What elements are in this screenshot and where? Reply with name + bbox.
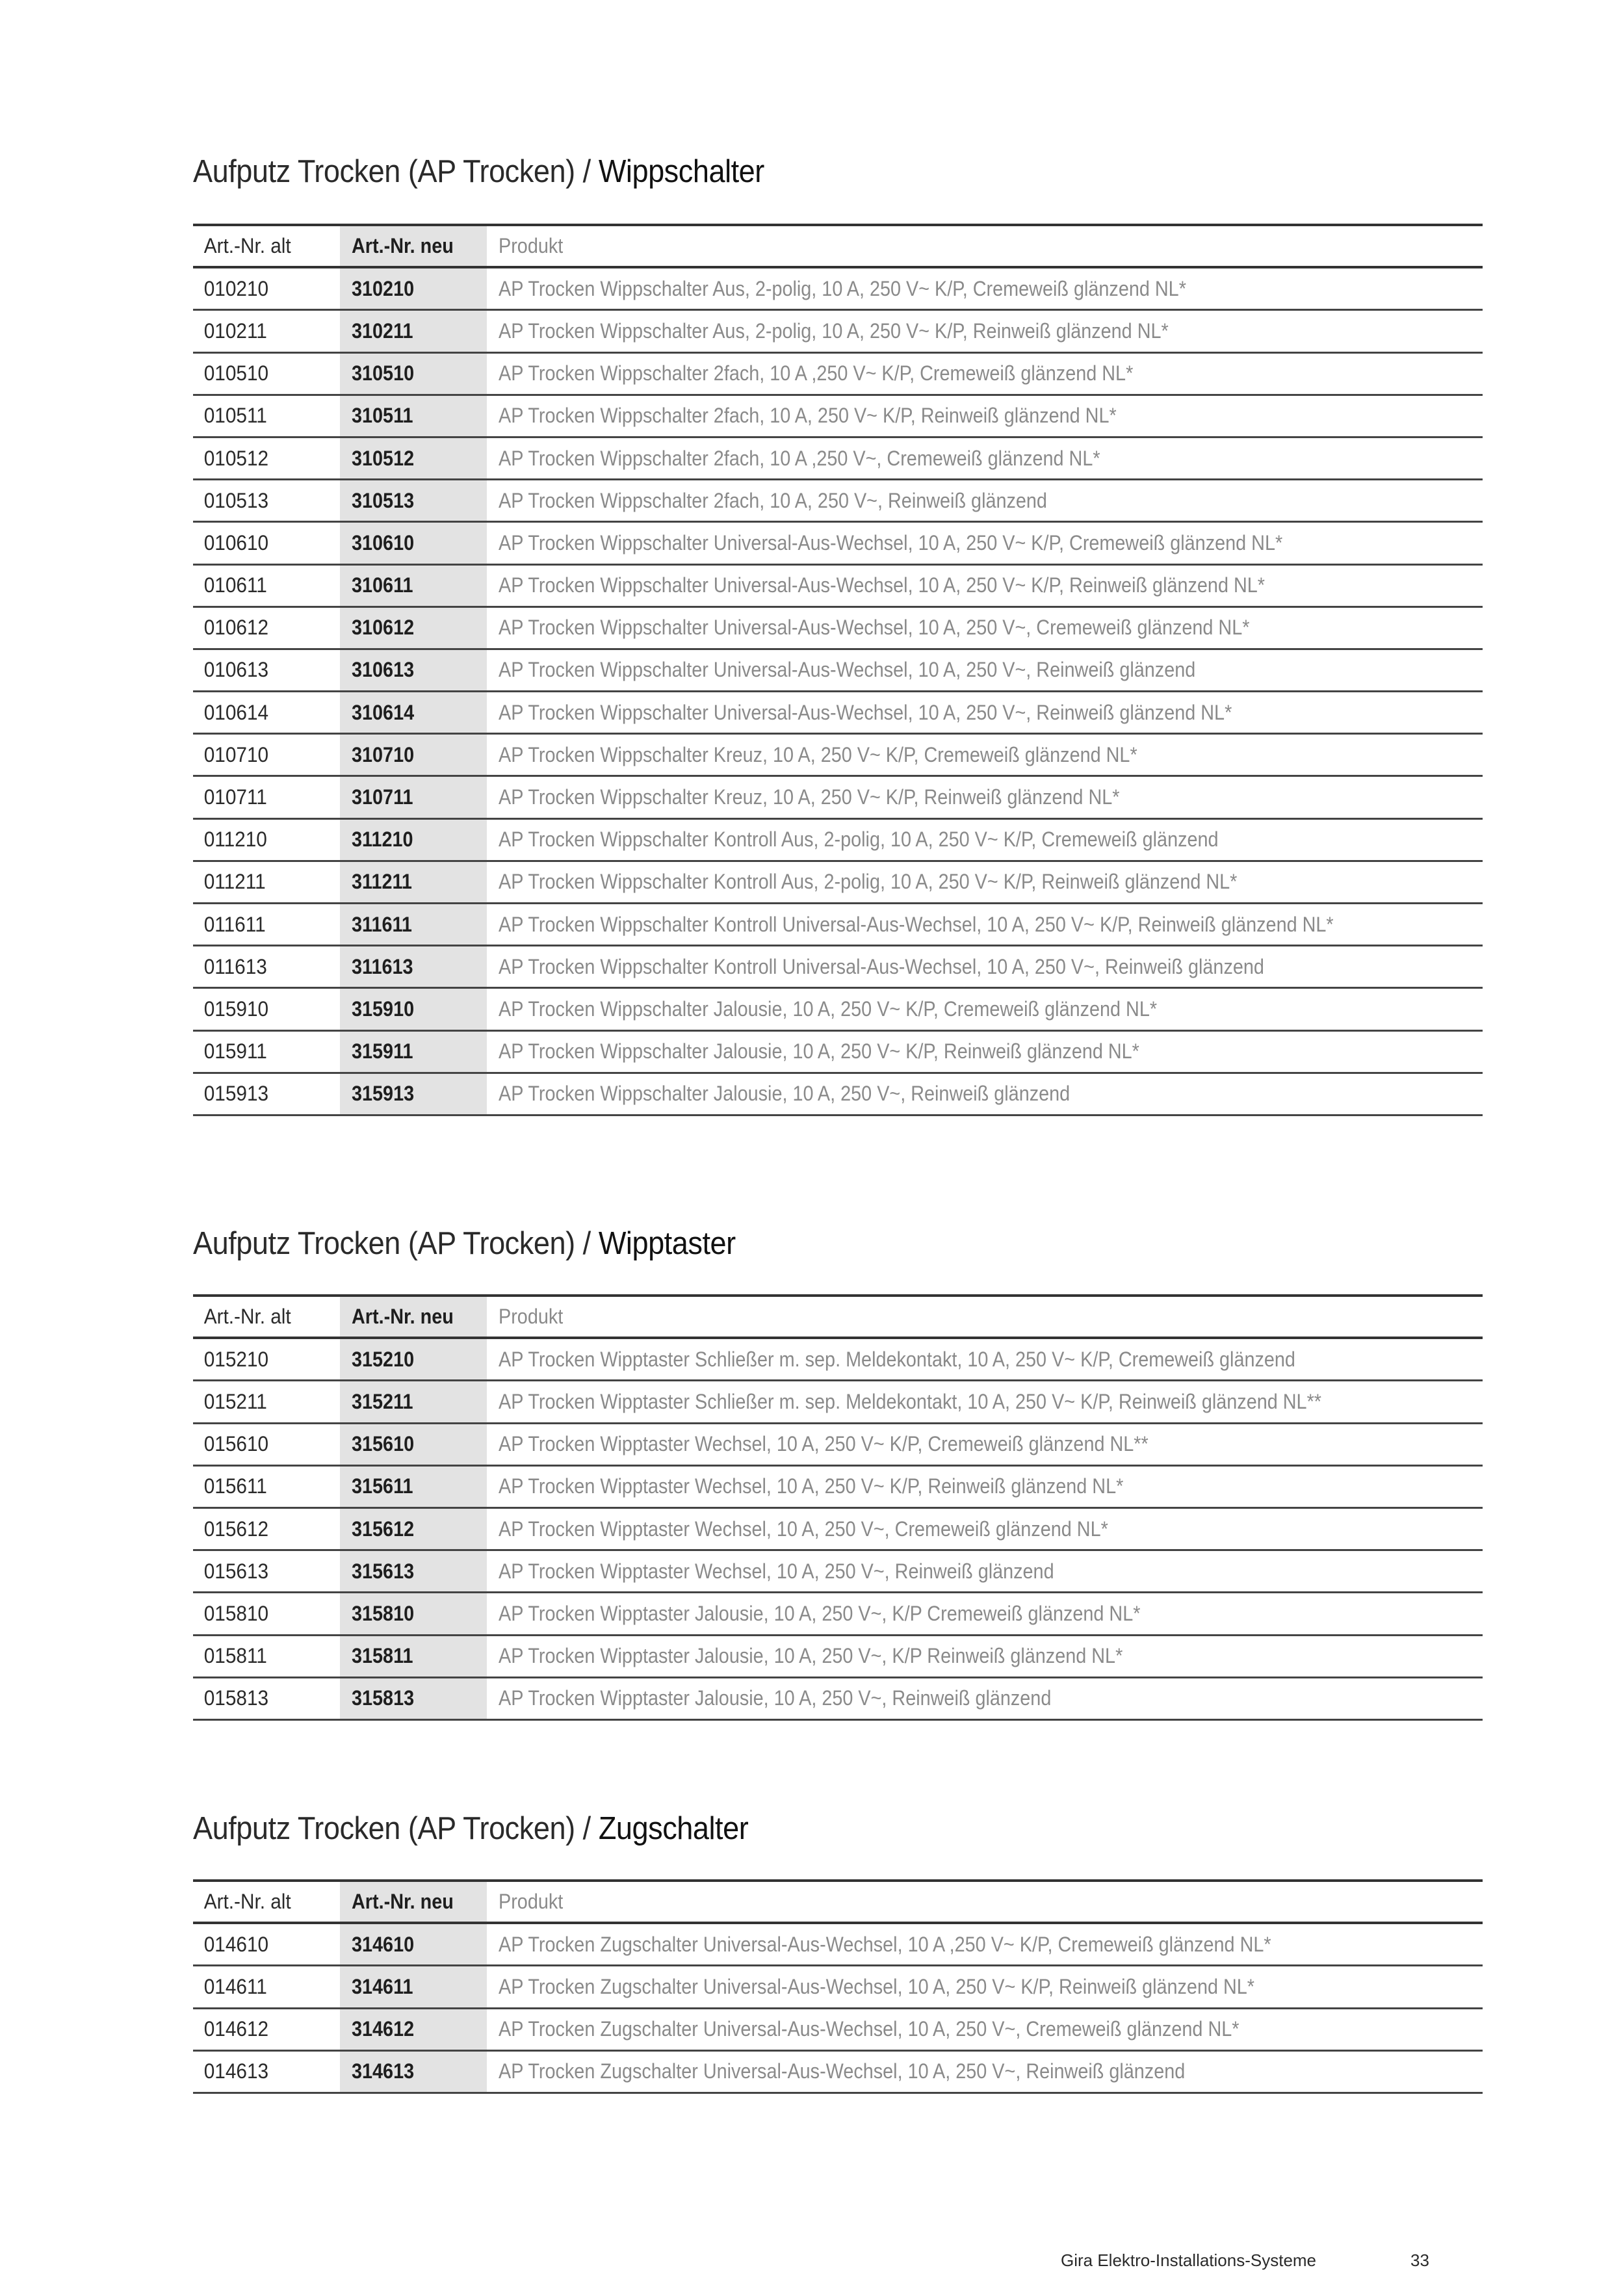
cell-produkt-text: AP Trocken Wipptaster Wechsel, 10 A, 250 V~ K/P, Reinweiß glänzend NL* <box>499 1474 1124 1498</box>
cell-art-nr-alt <box>193 1509 330 1549</box>
footer-publisher: Gira Elektro-Installations-Systeme <box>1061 2250 1317 2270</box>
article-table <box>193 1294 1483 1721</box>
cell-produkt <box>487 480 1483 521</box>
cell-produkt <box>487 1381 1483 1422</box>
table-header-row <box>193 1297 1483 1339</box>
cell-produkt-text: AP Trocken Wippschalter Aus, 2-polig, 10 A, 250 V~ K/P, Cremeweiß glänzend NL* <box>499 276 1186 300</box>
cell-art-nr-neu <box>340 608 487 648</box>
cell-art-nr-alt-text: 010512 <box>203 446 269 470</box>
table-header-row <box>193 1882 1483 1924</box>
cell-art-nr-neu-text: 311211 <box>352 870 412 894</box>
cell-art-nr-alt <box>193 1424 330 1465</box>
col-header-produkt <box>487 1882 1483 1922</box>
cell-art-nr-neu-text: 315811 <box>352 1644 413 1668</box>
cell-art-nr-alt <box>193 2052 330 2092</box>
table-row <box>193 268 1483 311</box>
cell-produkt <box>487 608 1483 648</box>
cell-art-nr-alt-text: 010510 <box>203 361 269 385</box>
cell-produkt-text: AP Trocken Wippschalter Kontroll Aus, 2-polig, 10 A, 250 V~ K/P, Cremeweiß glänzend <box>499 828 1219 852</box>
table-row <box>193 1966 1483 2009</box>
cell-art-nr-alt-text: 015610 <box>203 1432 269 1456</box>
cell-produkt <box>487 650 1483 690</box>
cell-produkt <box>487 904 1483 945</box>
cell-art-nr-neu-text: 315910 <box>352 997 415 1021</box>
cell-art-nr-neu-text: 315610 <box>352 1432 415 1456</box>
section-title <box>193 1810 748 1847</box>
cell-art-nr-neu-text: 311611 <box>352 912 412 936</box>
cell-produkt <box>487 268 1483 309</box>
col-header-neu-text: Art.-Nr. neu <box>352 1890 454 1914</box>
col-header-neu-text: Art.-Nr. neu <box>352 1305 454 1329</box>
cell-art-nr-neu <box>340 1032 487 1072</box>
cell-art-nr-alt-text: 010210 <box>203 276 269 300</box>
cell-art-nr-neu <box>340 566 487 606</box>
cell-art-nr-neu-text: 315211 <box>352 1389 413 1413</box>
cell-art-nr-neu <box>340 1339 487 1379</box>
cell-produkt-text: AP Trocken Wipptaster Wechsel, 10 A, 250 V~, Cremeweiß glänzend NL* <box>499 1517 1108 1541</box>
cell-art-nr-alt <box>193 989 330 1029</box>
cell-produkt <box>487 820 1483 860</box>
cell-art-nr-alt-text: 015913 <box>203 1082 269 1106</box>
cell-art-nr-neu-text: 315810 <box>352 1601 415 1625</box>
col-header-neu <box>340 1882 487 1922</box>
section-title <box>193 153 764 190</box>
cell-art-nr-alt <box>193 523 330 563</box>
cell-art-nr-alt-text: 010710 <box>203 742 269 766</box>
cell-produkt <box>487 1551 1483 1591</box>
table-row <box>193 566 1483 608</box>
cell-produkt-text: AP Trocken Wippschalter Jalousie, 10 A, 250 V~ K/P, Reinweiß glänzend NL* <box>499 1039 1139 1063</box>
cell-art-nr-alt-text: 010614 <box>203 700 269 724</box>
cell-produkt-text: AP Trocken Wippschalter Kreuz, 10 A, 250 V~ K/P, Reinweiß glänzend NL* <box>499 785 1120 809</box>
cell-art-nr-alt <box>193 1678 330 1719</box>
cell-art-nr-neu <box>340 1593 487 1634</box>
cell-produkt-text: AP Trocken Wippschalter 2fach, 10 A, 250 V~, Reinweiß glänzend <box>499 488 1047 512</box>
cell-art-nr-neu-text: 310610 <box>352 530 415 554</box>
cell-produkt-text: AP Trocken Wipptaster Jalousie, 10 A, 250 V~, K/P Cremeweiß glänzend NL* <box>499 1601 1141 1625</box>
col-header-alt <box>193 1882 330 1922</box>
table-row <box>193 396 1483 438</box>
cell-produkt <box>487 946 1483 987</box>
table-row <box>193 1636 1483 1678</box>
cell-art-nr-alt <box>193 904 330 945</box>
page-footer <box>1061 2250 1429 2271</box>
table-row <box>193 904 1483 946</box>
cell-art-nr-alt-text: 015811 <box>203 1644 267 1668</box>
col-header-produkt <box>487 226 1483 266</box>
cell-art-nr-neu-text: 310710 <box>352 742 415 766</box>
cell-art-nr-alt-text: 015911 <box>203 1039 267 1063</box>
cell-produkt-text: AP Trocken Wipptaster Jalousie, 10 A, 250 V~, Reinweiß glänzend <box>499 1686 1052 1710</box>
cell-art-nr-neu-text: 310611 <box>352 573 413 597</box>
cell-art-nr-alt <box>193 650 330 690</box>
cell-produkt-text: AP Trocken Wipptaster Wechsel, 10 A, 250 V~, Reinweiß glänzend <box>499 1559 1054 1583</box>
table-row <box>193 1924 1483 1966</box>
cell-art-nr-alt <box>193 862 330 902</box>
section-title <box>193 1225 736 1262</box>
col-header-alt-text: Art.-Nr. alt <box>203 1305 291 1329</box>
cell-art-nr-alt-text: 010211 <box>203 319 267 343</box>
cell-produkt <box>487 1467 1483 1507</box>
cell-art-nr-alt <box>193 438 330 478</box>
cell-art-nr-neu-text: 315813 <box>352 1686 415 1710</box>
col-header-alt <box>193 1297 330 1337</box>
cell-produkt <box>487 777 1483 817</box>
cell-art-nr-alt <box>193 268 330 309</box>
cell-produkt <box>487 1636 1483 1676</box>
table-row <box>193 354 1483 396</box>
table-row <box>193 480 1483 523</box>
cell-produkt-text: AP Trocken Zugschalter Universal-Aus-Wechsel, 10 A, 250 V~ K/P, Reinweiß glänzend NL* <box>499 1974 1254 1998</box>
cell-art-nr-neu-text: 311613 <box>352 954 413 978</box>
cell-produkt-text: AP Trocken Wippschalter Jalousie, 10 A, 250 V~, Reinweiß glänzend <box>499 1082 1071 1106</box>
title-category: Wipptaster <box>598 1226 736 1261</box>
cell-art-nr-neu <box>340 1381 487 1422</box>
cell-art-nr-neu <box>340 523 487 563</box>
table-row <box>193 1424 1483 1467</box>
cell-art-nr-neu <box>340 862 487 902</box>
cell-produkt <box>487 862 1483 902</box>
cell-produkt-text: AP Trocken Wipptaster Schließer m. sep. Meldekontakt, 10 A, 250 V~ K/P, Cremeweiß glänzend <box>499 1347 1295 1371</box>
cell-art-nr-alt-text: 010513 <box>203 488 269 512</box>
cell-art-nr-neu <box>340 820 487 860</box>
cell-art-nr-alt <box>193 1636 330 1676</box>
cell-produkt-text: AP Trocken Wippschalter 2fach, 10 A ,250 V~, Cremeweiß glänzend NL* <box>499 446 1100 470</box>
col-header-neu <box>340 226 487 266</box>
cell-art-nr-neu <box>340 311 487 351</box>
cell-art-nr-alt-text: 011211 <box>203 870 266 894</box>
title-prefix: Aufputz Trocken (AP Trocken) / <box>193 1226 599 1261</box>
cell-art-nr-alt-text: 010610 <box>203 530 269 554</box>
cell-art-nr-neu <box>340 268 487 309</box>
cell-art-nr-neu-text: 315611 <box>352 1474 413 1498</box>
cell-art-nr-neu <box>340 692 487 733</box>
cell-produkt <box>487 1678 1483 1719</box>
cell-produkt-text: AP Trocken Wipptaster Jalousie, 10 A, 250 V~, K/P Reinweiß glänzend NL* <box>499 1644 1123 1668</box>
cell-art-nr-alt-text: 011611 <box>203 912 266 936</box>
cell-art-nr-neu <box>340 2052 487 2092</box>
cell-produkt-text: AP Trocken Wippschalter Universal-Aus-Wechsel, 10 A, 250 V~, Reinweiß glänzend <box>499 658 1196 682</box>
cell-art-nr-neu <box>340 1509 487 1549</box>
cell-produkt-text: AP Trocken Zugschalter Universal-Aus-Wechsel, 10 A, 250 V~, Cremeweiß glänzend NL* <box>499 2017 1240 2041</box>
cell-art-nr-neu-text: 314613 <box>352 2059 415 2083</box>
cell-art-nr-neu <box>340 777 487 817</box>
page-number: 33 <box>1410 2250 1429 2270</box>
cell-art-nr-alt <box>193 1074 330 1114</box>
cell-art-nr-alt-text: 015910 <box>203 997 269 1021</box>
cell-art-nr-neu-text: 310211 <box>352 319 413 343</box>
cell-produkt <box>487 1032 1483 1072</box>
cell-art-nr-neu <box>340 1924 487 1964</box>
table-row <box>193 1593 1483 1636</box>
cell-produkt <box>487 692 1483 733</box>
cell-art-nr-neu-text: 314610 <box>352 1932 415 1956</box>
table-row <box>193 1509 1483 1551</box>
cell-produkt <box>487 1593 1483 1634</box>
cell-art-nr-neu <box>340 1467 487 1507</box>
col-header-alt <box>193 226 330 266</box>
cell-art-nr-neu-text: 310210 <box>352 276 415 300</box>
table-row <box>193 1678 1483 1721</box>
cell-art-nr-neu-text: 315911 <box>352 1039 413 1063</box>
col-header-produkt-text: Produkt <box>499 234 564 258</box>
col-header-alt-text: Art.-Nr. alt <box>203 234 291 258</box>
cell-art-nr-neu-text: 310510 <box>352 361 415 385</box>
cell-art-nr-alt-text: 015612 <box>203 1517 269 1541</box>
cell-art-nr-alt-text: 010711 <box>203 785 267 809</box>
table-row <box>193 1381 1483 1424</box>
cell-produkt <box>487 1509 1483 1549</box>
cell-art-nr-alt-text: 015810 <box>203 1601 269 1625</box>
col-header-neu-text: Art.-Nr. neu <box>352 234 454 258</box>
title-prefix: Aufputz Trocken (AP Trocken) / <box>193 154 599 189</box>
table-row <box>193 608 1483 650</box>
cell-art-nr-neu <box>340 1636 487 1676</box>
cell-produkt-text: AP Trocken Wippschalter 2fach, 10 A, 250 V~ K/P, Reinweiß glänzend NL* <box>499 404 1117 428</box>
cell-art-nr-neu-text: 315612 <box>352 1517 415 1541</box>
cell-art-nr-alt-text: 011210 <box>203 828 267 852</box>
cell-art-nr-neu-text: 315210 <box>352 1347 415 1371</box>
cell-art-nr-neu-text: 314612 <box>352 2017 415 2041</box>
cell-art-nr-neu <box>340 354 487 394</box>
cell-art-nr-alt <box>193 777 330 817</box>
table-row <box>193 692 1483 735</box>
table-row <box>193 1467 1483 1509</box>
cell-art-nr-alt-text: 015211 <box>203 1389 267 1413</box>
cell-art-nr-alt <box>193 1966 330 2007</box>
cell-art-nr-neu <box>340 1678 487 1719</box>
title-category: Zugschalter <box>598 1811 749 1846</box>
cell-produkt <box>487 2009 1483 2050</box>
cell-art-nr-alt <box>193 735 330 775</box>
cell-art-nr-alt-text: 015210 <box>203 1347 269 1371</box>
cell-produkt <box>487 438 1483 478</box>
cell-produkt-text: AP Trocken Wipptaster Wechsel, 10 A, 250 V~ K/P, Cremeweiß glänzend NL** <box>499 1432 1149 1456</box>
cell-art-nr-neu <box>340 1966 487 2007</box>
table-row <box>193 1032 1483 1074</box>
cell-art-nr-alt-text: 015611 <box>203 1474 267 1498</box>
table-row <box>193 523 1483 565</box>
cell-art-nr-neu <box>340 438 487 478</box>
cell-art-nr-neu <box>340 1074 487 1114</box>
cell-produkt-text: AP Trocken Wippschalter Universal-Aus-Wechsel, 10 A, 250 V~, Cremeweiß glänzend NL* <box>499 616 1250 640</box>
cell-produkt <box>487 354 1483 394</box>
table-row <box>193 735 1483 777</box>
table-row <box>193 438 1483 480</box>
title-prefix: Aufputz Trocken (AP Trocken) / <box>193 1811 599 1846</box>
table-row <box>193 777 1483 819</box>
table-row <box>193 820 1483 862</box>
cell-art-nr-alt <box>193 1381 330 1422</box>
col-header-alt-text: Art.-Nr. alt <box>203 1890 291 1914</box>
table-row <box>193 1074 1483 1116</box>
cell-art-nr-alt <box>193 608 330 648</box>
cell-produkt-text: AP Trocken Wippschalter Universal-Aus-Wechsel, 10 A, 250 V~ K/P, Cremeweiß glänzend NL* <box>499 530 1283 554</box>
cell-art-nr-alt <box>193 2009 330 2050</box>
cell-art-nr-alt-text: 014612 <box>203 2017 269 2041</box>
cell-art-nr-alt <box>193 396 330 436</box>
cell-art-nr-alt-text: 010611 <box>203 573 267 597</box>
cell-produkt-text: AP Trocken Wippschalter 2fach, 10 A ,250 V~ K/P, Cremeweiß glänzend NL* <box>499 361 1134 385</box>
cell-art-nr-alt <box>193 566 330 606</box>
cell-art-nr-alt-text: 014613 <box>203 2059 269 2083</box>
col-header-produkt-text: Produkt <box>499 1305 564 1329</box>
cell-produkt-text: AP Trocken Wippschalter Universal-Aus-Wechsel, 10 A, 250 V~ K/P, Reinweiß glänzend NL* <box>499 573 1265 597</box>
cell-produkt <box>487 311 1483 351</box>
cell-art-nr-alt <box>193 1924 330 1964</box>
cell-art-nr-alt <box>193 946 330 987</box>
cell-art-nr-alt <box>193 311 330 351</box>
cell-art-nr-neu-text: 310513 <box>352 488 415 512</box>
cell-art-nr-neu <box>340 735 487 775</box>
cell-art-nr-alt-text: 015813 <box>203 1686 269 1710</box>
table-row <box>193 1551 1483 1593</box>
cell-produkt <box>487 989 1483 1029</box>
cell-produkt <box>487 1074 1483 1114</box>
cell-produkt <box>487 523 1483 563</box>
cell-art-nr-neu <box>340 2009 487 2050</box>
cell-produkt <box>487 396 1483 436</box>
cell-art-nr-alt-text: 014610 <box>203 1932 269 1956</box>
cell-art-nr-neu <box>340 946 487 987</box>
cell-art-nr-alt <box>193 480 330 521</box>
col-header-neu <box>340 1297 487 1337</box>
cell-art-nr-neu-text: 310612 <box>352 616 415 640</box>
cell-art-nr-neu-text: 310613 <box>352 658 415 682</box>
cell-produkt-text: AP Trocken Zugschalter Universal-Aus-Wechsel, 10 A ,250 V~ K/P, Cremeweiß glänzend NL* <box>499 1932 1271 1956</box>
cell-produkt <box>487 1924 1483 1964</box>
cell-art-nr-alt-text: 010612 <box>203 616 269 640</box>
table-row <box>193 311 1483 353</box>
table-row <box>193 1339 1483 1381</box>
cell-produkt <box>487 2052 1483 2092</box>
cell-produkt-text: AP Trocken Wippschalter Kontroll Aus, 2-polig, 10 A, 250 V~ K/P, Reinweiß glänzend NL* <box>499 870 1238 894</box>
cell-produkt <box>487 1966 1483 2007</box>
cell-produkt-text: AP Trocken Zugschalter Universal-Aus-Wechsel, 10 A, 250 V~, Reinweiß glänzend <box>499 2059 1186 2083</box>
cell-art-nr-alt <box>193 1339 330 1379</box>
cell-produkt-text: AP Trocken Wippschalter Kontroll Universal-Aus-Wechsel, 10 A, 250 V~ K/P, Reinweiß glänzend NL* <box>499 912 1334 936</box>
table-header-row <box>193 226 1483 268</box>
table-row <box>193 989 1483 1031</box>
cell-produkt <box>487 735 1483 775</box>
cell-art-nr-alt <box>193 692 330 733</box>
cell-art-nr-neu-text: 310511 <box>352 404 413 428</box>
table-row <box>193 650 1483 692</box>
cell-art-nr-alt <box>193 354 330 394</box>
cell-art-nr-alt <box>193 1551 330 1591</box>
cell-art-nr-neu <box>340 904 487 945</box>
cell-art-nr-neu-text: 310711 <box>352 785 413 809</box>
cell-produkt-text: AP Trocken Wippschalter Jalousie, 10 A, 250 V~ K/P, Cremeweiß glänzend NL* <box>499 997 1158 1021</box>
cell-produkt-text: AP Trocken Wipptaster Schließer m. sep. Meldekontakt, 10 A, 250 V~ K/P, Reinweiß glänzend NL** <box>499 1389 1321 1413</box>
col-header-produkt-text: Produkt <box>499 1890 564 1914</box>
cell-produkt <box>487 1424 1483 1465</box>
cell-produkt-text: AP Trocken Wippschalter Universal-Aus-Wechsel, 10 A, 250 V~, Reinweiß glänzend NL* <box>499 700 1232 724</box>
cell-art-nr-neu <box>340 1424 487 1465</box>
cell-art-nr-alt-text: 014611 <box>203 1974 267 1998</box>
cell-art-nr-alt-text: 011613 <box>203 954 267 978</box>
cell-produkt-text: AP Trocken Wippschalter Kreuz, 10 A, 250 V~ K/P, Cremeweiß glänzend NL* <box>499 742 1137 766</box>
cell-produkt-text: AP Trocken Wippschalter Kontroll Universal-Aus-Wechsel, 10 A, 250 V~, Reinweiß glänzend <box>499 954 1264 978</box>
table-row <box>193 862 1483 904</box>
title-category: Wippschalter <box>598 154 764 189</box>
col-header-produkt <box>487 1297 1483 1337</box>
cell-art-nr-alt-text: 015613 <box>203 1559 269 1583</box>
cell-art-nr-neu-text: 310614 <box>352 700 415 724</box>
cell-art-nr-neu-text: 311210 <box>352 828 413 852</box>
cell-art-nr-alt <box>193 1032 330 1072</box>
cell-produkt <box>487 566 1483 606</box>
cell-art-nr-neu <box>340 396 487 436</box>
cell-art-nr-alt-text: 010613 <box>203 658 269 682</box>
cell-art-nr-neu <box>340 650 487 690</box>
cell-art-nr-alt <box>193 820 330 860</box>
cell-art-nr-alt <box>193 1593 330 1634</box>
article-table <box>193 1879 1483 2094</box>
cell-art-nr-neu-text: 314611 <box>352 1974 413 1998</box>
cell-produkt-text: AP Trocken Wippschalter Aus, 2-polig, 10 A, 250 V~ K/P, Reinweiß glänzend NL* <box>499 319 1169 343</box>
article-table <box>193 224 1483 1116</box>
table-row <box>193 2009 1483 2052</box>
table-row <box>193 2052 1483 2094</box>
cell-art-nr-alt-text: 010511 <box>203 404 267 428</box>
cell-art-nr-neu <box>340 480 487 521</box>
table-row <box>193 946 1483 989</box>
cell-produkt <box>487 1339 1483 1379</box>
cell-art-nr-alt <box>193 1467 330 1507</box>
cell-art-nr-neu-text: 315613 <box>352 1559 415 1583</box>
cell-art-nr-neu <box>340 989 487 1029</box>
cell-art-nr-neu-text: 315913 <box>352 1082 415 1106</box>
cell-art-nr-neu <box>340 1551 487 1591</box>
cell-art-nr-neu-text: 310512 <box>352 446 415 470</box>
